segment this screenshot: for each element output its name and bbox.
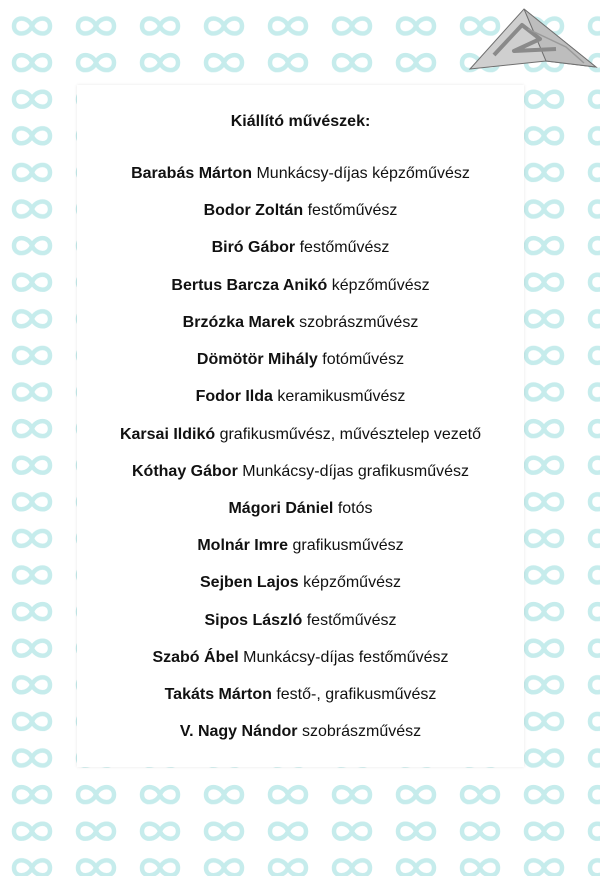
artist-line	[77, 611, 524, 631]
artist-name: Bodor Zoltán	[203, 202, 304, 219]
paper-plane-logo	[466, 3, 600, 71]
artist-line	[77, 425, 524, 445]
artist-title: fotóművész	[322, 351, 405, 368]
artist-line	[77, 313, 524, 333]
artist-title: festőművész	[299, 239, 390, 256]
artist-name: Dömötör Mihály	[196, 351, 318, 368]
artist-title: festőművész	[306, 612, 397, 629]
artist-name: Mágori Dániel	[228, 500, 334, 517]
artist-title: szobrászművész	[299, 314, 419, 331]
artist-title: képzőművész	[303, 574, 401, 591]
artist-line	[77, 722, 524, 742]
artist-line	[77, 685, 524, 705]
artist-name: Molnár Imre	[197, 537, 289, 554]
artist-title: grafikusművész, művésztelep vezető	[219, 426, 482, 443]
artist-line	[77, 573, 524, 593]
artist-line	[77, 164, 524, 184]
artist-title: fotós	[337, 500, 373, 517]
artist-line	[77, 499, 524, 519]
artist-name: Biró Gábor	[211, 239, 296, 256]
artist-name: Kóthay Gábor	[132, 463, 238, 480]
artist-name: V. Nagy Nándor	[179, 723, 298, 740]
artist-name: Szabó Ábel	[152, 649, 239, 666]
artist-line	[77, 648, 524, 668]
artists-heading: Kiállító művészek:	[230, 113, 371, 130]
artist-title: grafikusművész	[292, 537, 404, 554]
artist-title: keramikusművész	[277, 388, 406, 405]
artist-title: Munkácsy-díjas festőművész	[243, 649, 449, 666]
artist-line	[77, 201, 524, 221]
artist-line	[77, 350, 524, 370]
artist-name: Bertus Barcza Anikó	[171, 277, 328, 294]
artist-title: festő-, grafikusművész	[276, 686, 437, 703]
artist-title: Munkácsy-díjas képzőművész	[256, 165, 470, 182]
artist-name: Sipos László	[204, 612, 303, 629]
artist-name: Sejben Lajos	[200, 574, 299, 591]
artist-name: Karsai Ildikó	[119, 426, 216, 443]
artist-line	[77, 536, 524, 556]
artist-line	[77, 238, 524, 258]
artist-line	[77, 387, 524, 407]
artists-card	[77, 85, 524, 767]
artist-line	[77, 276, 524, 296]
artist-line	[77, 462, 524, 482]
artist-title: szobrászművész	[301, 723, 422, 740]
artist-title: képzőművész	[331, 277, 430, 294]
artist-name: Barabás Márton	[131, 165, 253, 182]
artist-title: festőművész	[307, 202, 398, 219]
artist-name: Takáts Márton	[164, 686, 272, 703]
artist-name: Fodor Ilda	[195, 388, 273, 405]
artist-title: Munkácsy-díjas grafikusművész	[242, 463, 469, 480]
artist-name: Brzózka Marek	[182, 314, 295, 331]
